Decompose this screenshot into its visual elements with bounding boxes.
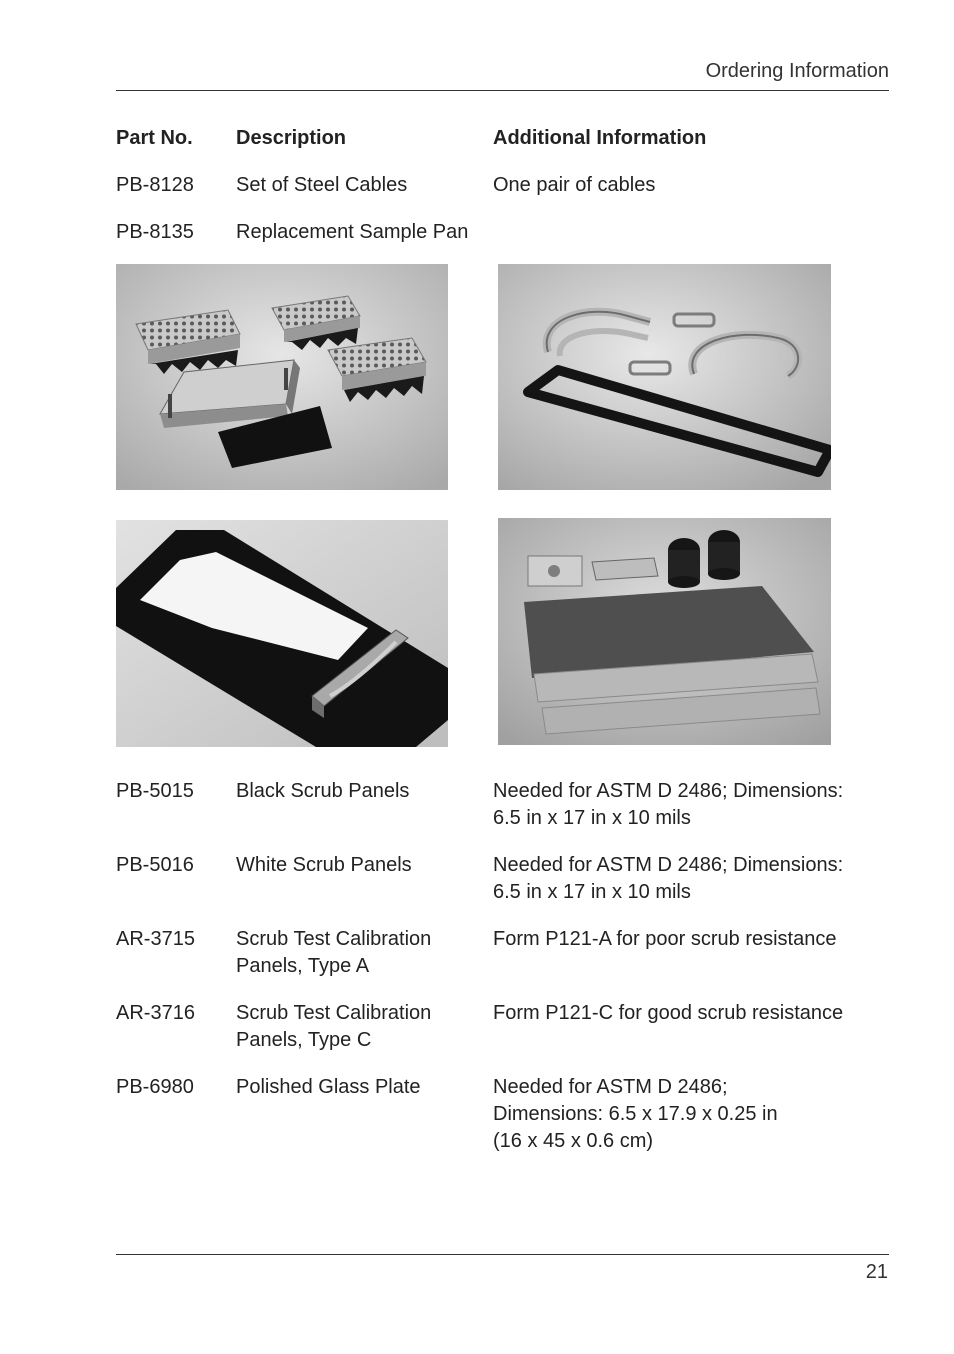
page-header bbox=[116, 60, 889, 91]
additional-info-header: Additional Information bbox=[493, 127, 707, 149]
description-header: Description bbox=[236, 127, 347, 149]
additional-info: Form P121-C for good scrub resistance bbox=[493, 1002, 844, 1024]
sample-holders-and-pan-photo bbox=[116, 264, 448, 490]
description: White Scrub Panels bbox=[236, 854, 412, 876]
part-no: AR-3716 bbox=[116, 1002, 195, 1024]
description: Black Scrub Panels bbox=[236, 780, 410, 802]
description: Scrub Test Calibration Panels, Type C bbox=[236, 1002, 432, 1051]
additional-info: Needed for ASTM D 2486; Dimensions: 6.5 in x 17 in x 10 mils bbox=[493, 854, 844, 903]
scrub-accessories-photo bbox=[498, 518, 831, 745]
description: Set of Steel Cables bbox=[236, 174, 408, 196]
footer-rule bbox=[116, 1254, 889, 1255]
additional-info: Needed for ASTM D 2486; Dimensions: 6.5 x 17.9 x 0.25 in (16 x 45 x 0.6 cm) bbox=[493, 1076, 778, 1152]
scrub-panel-with-holder-photo bbox=[116, 520, 448, 747]
description: Replacement Sample Pan bbox=[236, 221, 469, 243]
part-no: PB-8135 bbox=[116, 221, 194, 243]
description: Scrub Test Calibration Panels, Type A bbox=[236, 928, 432, 977]
additional-info: One pair of cables bbox=[493, 174, 656, 196]
section-title: Ordering Information bbox=[705, 60, 889, 82]
part-no-header: Part No. bbox=[116, 127, 193, 149]
part-no: AR-3715 bbox=[116, 928, 195, 950]
part-no: PB-5016 bbox=[116, 854, 194, 876]
description: Polished Glass Plate bbox=[236, 1076, 421, 1098]
part-no: PB-5015 bbox=[116, 780, 194, 802]
page-number: 21 bbox=[865, 1261, 888, 1283]
additional-info: Needed for ASTM D 2486; Dimensions: 6.5 in x 17 in x 10 mils bbox=[493, 780, 844, 829]
steel-cables-and-frame-photo bbox=[498, 264, 831, 490]
part-no: PB-6980 bbox=[116, 1076, 194, 1098]
part-no: PB-8128 bbox=[116, 174, 194, 196]
additional-info: Form P121-A for poor scrub resistance bbox=[493, 928, 837, 950]
